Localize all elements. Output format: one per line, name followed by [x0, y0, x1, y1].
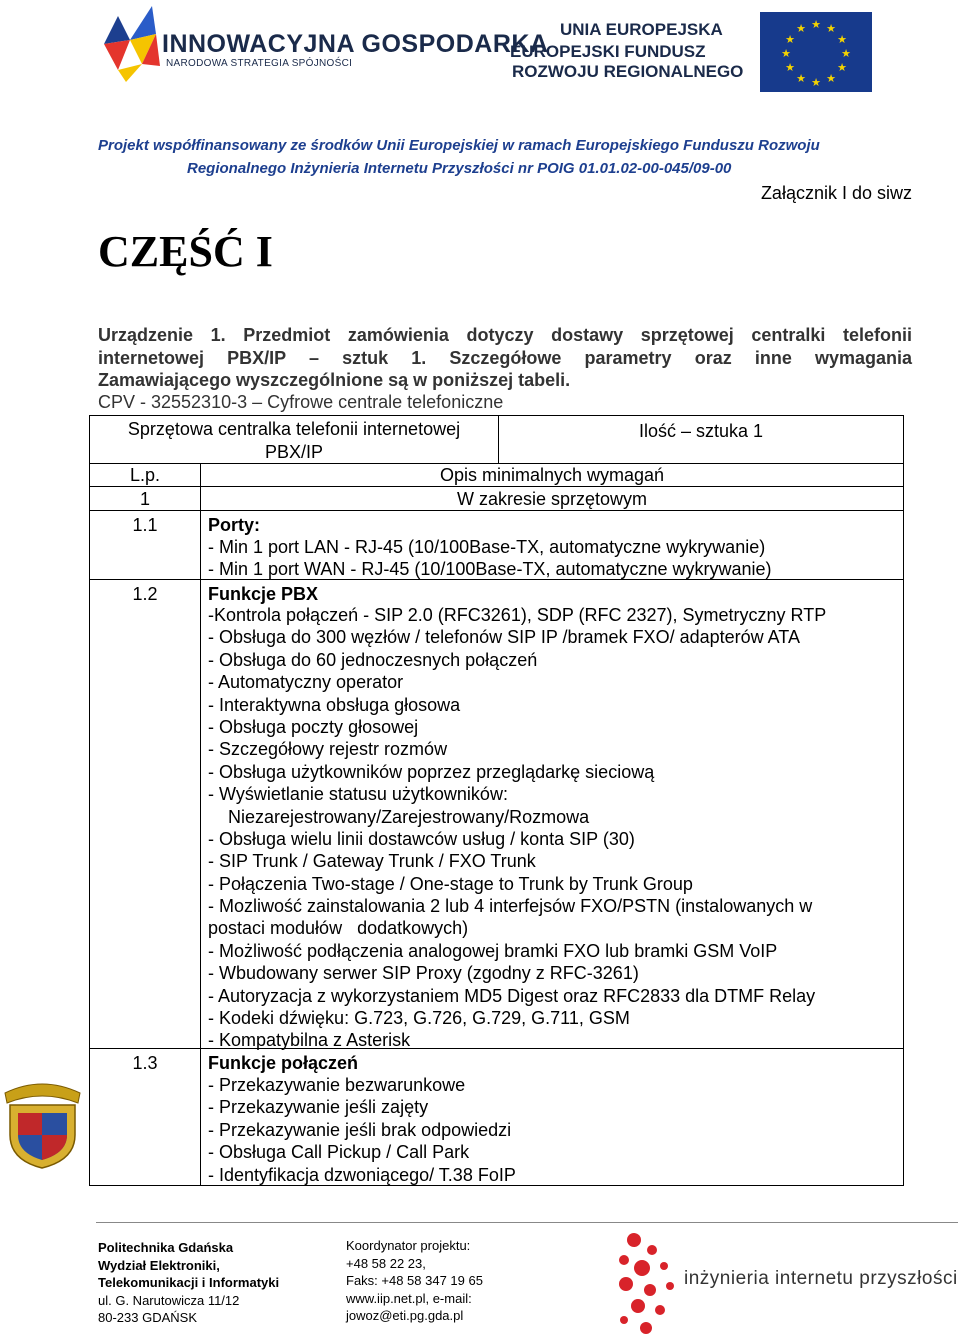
quantity-cell: Ilość – sztuka 1: [638, 421, 764, 441]
list-item: - Obsługa do 60 jednoczesnych połączeń: [208, 649, 538, 670]
project-funding-line2: Regionalnego Inżynieria Internetu Przyszłości nr POIG 01.01.02-00-045/09-00: [187, 160, 732, 177]
svg-text:★: ★: [796, 72, 806, 85]
project-funding-line1: Projekt współfinansowany ze środków Unii Europejskiej w ramach Europejskiego Funduszu Rozwoju: [98, 137, 820, 154]
footer-phone: +48 58 22 23,: [346, 1255, 426, 1271]
footer-fax: Faks: +48 58 347 19 65: [346, 1273, 483, 1288]
specification-table: [89, 415, 904, 1186]
footer-divider: [96, 1222, 958, 1223]
list-item: postaci modułów dodatkowych): [208, 918, 469, 939]
svg-text:★: ★: [785, 33, 795, 46]
section-title: W zakresie sprzętowym: [456, 489, 648, 509]
list-item: - Min 1 port LAN - RJ-45 (10/100Base-TX, automatyczne wykrywanie): [208, 537, 766, 557]
column-header-lp: L.p.: [129, 465, 161, 485]
list-item: - SIP Trunk / Gateway Trunk / FXO Trunk: [208, 851, 536, 872]
cpv-code: CPV - 32552310-3 – Cyfrowe centrale telefoniczne: [98, 392, 504, 412]
footer-university: Politechnika Gdańska: [98, 1240, 234, 1255]
footer-faculty: Wydział Elektroniki,: [98, 1257, 220, 1273]
list-item: - Min 1 port WAN - RJ-45 (10/100Base-TX, automatyczne wykrywanie): [208, 559, 772, 580]
list-item: - Kompatybilna z Asterisk: [208, 1030, 411, 1051]
row-items: [208, 604, 826, 1052]
list-item: - Obsługa Call Pickup / Call Park: [208, 1142, 470, 1163]
svg-text:★: ★: [837, 61, 847, 74]
list-item: - Szczegółowy rejestr rozmów: [208, 739, 448, 760]
row-items: [208, 536, 772, 581]
list-item: - Kodeki dźwięku: G.723, G.726, G.729, G.711, GSM: [208, 1008, 630, 1029]
part-heading: CZĘŚĆ I: [98, 227, 273, 276]
list-item: - Identyfikacja dzwoniącego/ T.38 FoIP: [208, 1164, 516, 1185]
footer-email[interactable]: jowoz@eti.pg.gda.pl: [346, 1308, 464, 1323]
eu-logo-line2: EUROPEJSKI FUNDUSZ: [510, 42, 706, 61]
list-item: - Połączenia Two-stage / One-stage to Trunk by Trunk Group: [208, 873, 693, 894]
svg-text:★: ★: [811, 76, 821, 89]
device-name-line1: Sprzętowa centralka telefonii internetowej: [127, 419, 461, 439]
intro-line1: Urządzenie 1. Przedmiot zamówienia dotyczy dostawy sprzętowej centralki telefonii: [98, 325, 912, 345]
logo-left-subtitle: NARODOWA STRATEGIA SPÓJNOŚCI: [166, 58, 353, 69]
footer-coordinator-label: Koordynator projektu:: [346, 1238, 471, 1253]
list-item: Niezarejestrowany/Zarejestrowany/Rozmowa: [208, 806, 590, 827]
row-number: 1.2: [132, 584, 158, 604]
section-number: 1: [139, 489, 150, 509]
eu-logo-line1: UNIA EUROPEJSKA: [560, 20, 723, 39]
svg-text:★: ★: [826, 22, 836, 35]
footer-contact: [346, 1237, 483, 1325]
list-item: - Wyświetlanie statusu użytkowników:: [208, 784, 508, 805]
list-item: - Mozliwość zainstalowania 2 lub 4 interfejsów FXO/PSTN (instalowanych w: [208, 896, 813, 917]
list-item: - Obsługa wielu linii dostawców usług / konta SIP (30): [208, 828, 635, 849]
svg-text:★: ★: [796, 22, 806, 35]
row-number: 1.1: [132, 515, 158, 535]
innowacyjna-gospodarka-logo: [96, 4, 549, 84]
list-item: - Obsługa użytkowników poprzez przeglądarkę sieciową: [208, 761, 655, 782]
svg-text:★: ★: [785, 61, 795, 74]
list-item: - Możliwość podłączenia analogowej bramki FXO lub bramki GSM VoIP: [208, 940, 778, 961]
row-title: Porty:: [208, 515, 261, 535]
list-item: - Autoryzacja z wykorzystaniem MD5 Digest oraz RFC2833 dla DTMF Relay: [208, 985, 816, 1006]
row-title: Funkcje PBX: [208, 584, 319, 604]
column-header-description: Opis minimalnych wymagań: [439, 465, 665, 485]
list-item: - Wbudowany serwer SIP Proxy (zgodny z RFC-3261): [208, 963, 639, 984]
eu-logo: [510, 20, 875, 95]
footer-address: [98, 1239, 279, 1327]
iip-logo-text: inżynieria internetu przyszłości: [684, 1268, 958, 1289]
list-item: - Obsługa do 300 węzłów / telefonów SIP IP /bramek FXO/ adapterów ATA: [208, 627, 800, 648]
intro-line2: internetowej PBX/IP – sztuk 1. Szczegółowe parametry oraz inne wymagania: [98, 348, 912, 368]
list-item: - Przekazywanie bezwarunkowe: [208, 1075, 466, 1095]
footer-city: 80-233 GDAŃSK: [98, 1310, 197, 1325]
list-item: - Przekazywanie jeśli brak odpowiedzi: [208, 1119, 512, 1140]
row-title: Funkcje połączeń: [208, 1053, 359, 1073]
list-item: - Przekazywanie jeśli zajęty: [208, 1097, 429, 1118]
dots-logo-icon: [612, 1228, 692, 1338]
list-item: - Obsługa poczty głosowej: [208, 716, 419, 737]
annex-label: Załącznik I do siwz: [760, 183, 912, 203]
list-item: -Kontrola połączeń - SIP 2.0 (RFC3261), SDP (RFC 2327), Symetryczny RTP: [208, 605, 827, 625]
svg-text:★: ★: [781, 47, 791, 60]
svg-text:★: ★: [811, 18, 821, 31]
list-item: - Interaktywna obsługa głosowa: [208, 694, 461, 715]
footer-street: ul. G. Narutowicza 11/12: [98, 1292, 240, 1308]
iip-logo: [612, 1228, 958, 1338]
eu-flag-icon: [760, 12, 872, 92]
footer-website: www.iip.net.pl, e-mail:: [346, 1290, 472, 1306]
university-crest-icon: [0, 1075, 85, 1170]
eu-logo-line3: ROZWOJU REGIONALNEGO: [512, 62, 744, 81]
logo-left-name: INNOWACYJNA GOSPODARKA: [162, 30, 549, 58]
footer-faculty-cont: Telekomunikacji i Informatyki: [98, 1275, 280, 1290]
list-item: - Automatyczny operator: [208, 672, 404, 693]
device-name-line2: PBX/IP: [264, 442, 324, 462]
svg-text:★: ★: [826, 72, 836, 85]
row-number: 1.3: [132, 1053, 158, 1073]
row-items: [208, 1074, 516, 1186]
intro-line3: Zamawiającego wyszczególnione są w poniższej tabeli.: [98, 370, 571, 390]
svg-text:★: ★: [837, 33, 847, 46]
svg-text:★: ★: [841, 47, 851, 60]
